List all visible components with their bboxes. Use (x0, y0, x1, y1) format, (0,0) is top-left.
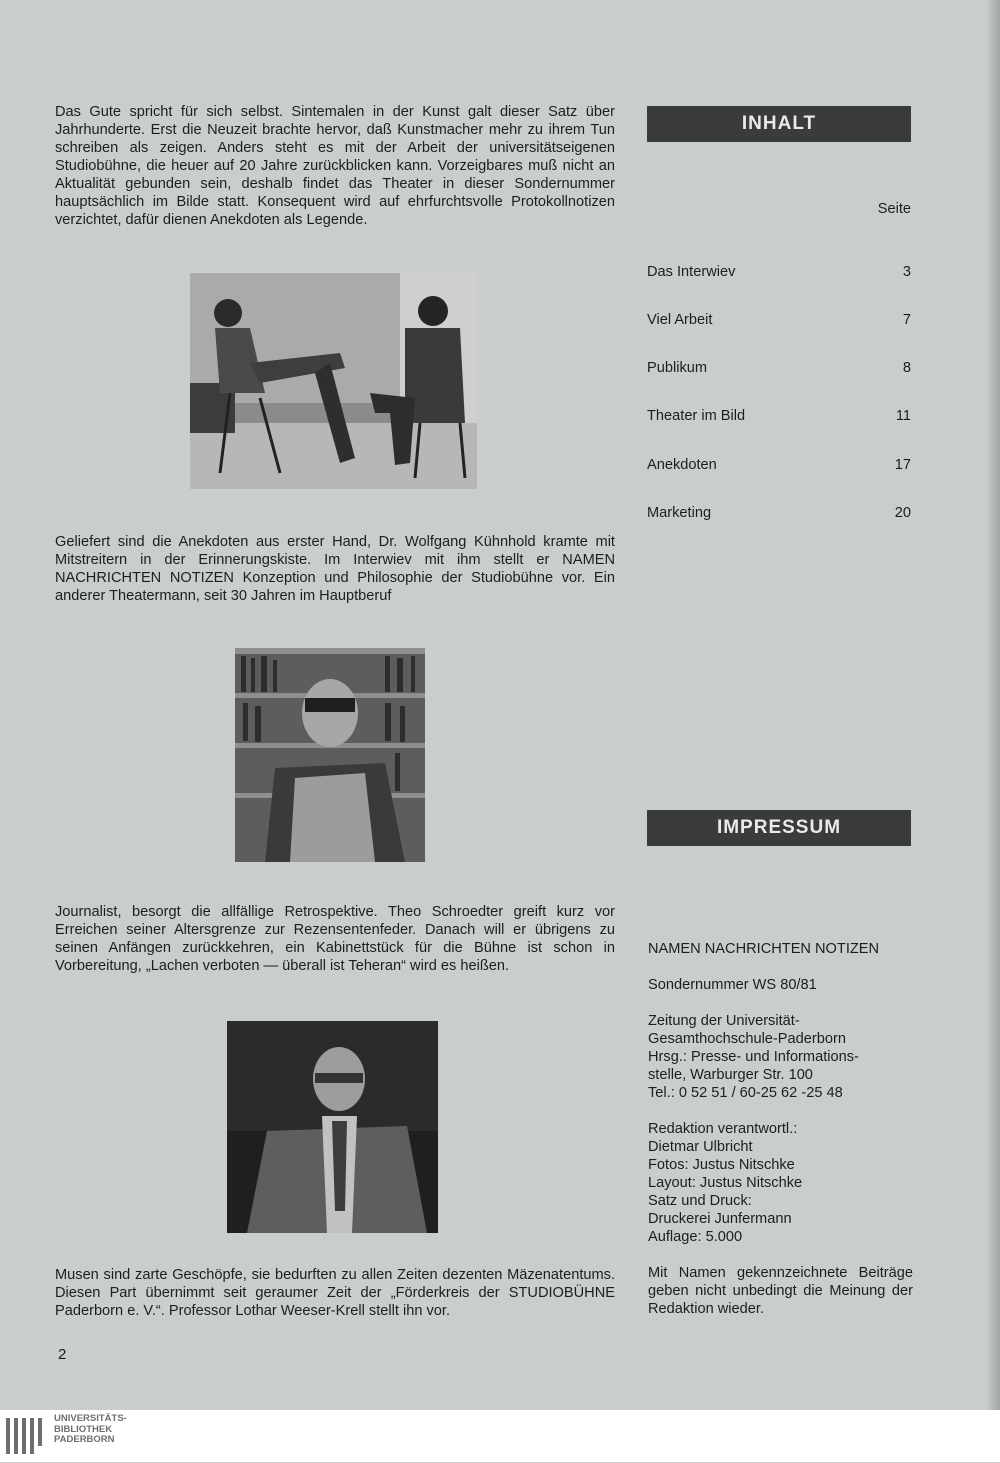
credits-line: Fotos: Justus Nitschke (648, 1157, 795, 1173)
publisher-line: stelle, Warburger Str. 100 (648, 1067, 813, 1083)
portrait-photo-glasses (235, 648, 425, 862)
toc-item-label: Publikum (647, 360, 708, 376)
toc-item-page: 3 (902, 264, 911, 280)
credits-block (648, 1120, 913, 1246)
intro-paragraph: Das Gute spricht für sich selbst. Sintemalen in der Kunst galt dieser Satz über Jahrhunderte. Erst die Neuzeit brachte hervor, daß Kunstmacher mehr zu ihrem Tun schreiben als zeigen. Anders steht es mit der Arbeit der universitätseigenen Studiobühne, die heuer auf 20 Jahre zurückblicken kann. Vorzeigbares muß nicht an Aktualität gebunden sein, deshalb findet das Theater in dieser Sondernummer hauptsächlich im Bilde statt. Konsequent wird auf ehrfurchtsvolle Protokollnotizen verzichtet, dafür dienen Anekdoten als Legende. (55, 104, 615, 228)
credits-line: Layout: Justus Nitschke (648, 1175, 803, 1191)
publisher-line: Zeitung der Universität- (648, 1013, 800, 1029)
inhalt-heading: INHALT (647, 106, 911, 142)
publication-name: NAMEN NACHRICHTEN NOTIZEN (648, 941, 880, 957)
interview-photo (190, 273, 477, 489)
digitization-footer (0, 1410, 1000, 1462)
library-name-line: PADERBORN (54, 1434, 115, 1445)
issue-label: Sondernummer WS 80/81 (648, 977, 817, 993)
page-number: 2 (58, 1346, 67, 1363)
page-edge-shadow (986, 0, 1000, 1410)
credits-line: Dietmar Ulbricht (648, 1139, 753, 1155)
impressum-heading: IMPRESSUM (647, 810, 911, 846)
sponsors-paragraph: Musen sind zarte Geschöpfe, sie bedurften zu allen Zeiten dezenten Mäzenatentums. Diesen Part übernimmt seit geraumer Zeit der „Förderkreis der STUDIOBÜHNE Paderborn e. V.“. Professor Lothar Weeser-Krell stellt ihn vor. (55, 1267, 615, 1319)
publisher-block (648, 1012, 913, 1102)
toc-item-page: 17 (894, 457, 911, 473)
publisher-line: Hrsg.: Presse- und Informations- (648, 1049, 859, 1065)
toc-page-column-label: Seite (877, 201, 911, 217)
publisher-phone: Tel.: 0 52 51 / 60-25 62 -25 48 (648, 1085, 843, 1101)
anecdotes-paragraph: Geliefert sind die Anekdoten aus erster Hand, Dr. Wolfgang Kühnhold kramte mit Mitstreitern in der Erinnerungskiste. Im Interwiev mit ihm stellt er NAMEN NACHRICHTEN NOTIZEN Konzeption und Philosophie der Studiobühne vor. Ein anderer Theatermann, seit 30 Jahren im Hauptberuf (55, 534, 615, 604)
toc-item (647, 457, 911, 473)
toc-item-label: Theater im Bild (647, 408, 746, 424)
toc-item-label: Marketing (647, 505, 712, 521)
library-name-line: BIBLIOTHEK (54, 1423, 113, 1435)
library-name-line: UNIVERSITÄTS- (54, 1413, 127, 1424)
retrospective-paragraph: Journalist, besorgt die allfällige Retrospektive. Theo Schroedter greift kurz vor Erreichen seiner Altersgrenze zur Rezensentenfeder. Danach will er übrigens zu seinen Anfängen zurückkehren, ein Kabinettstück für die Bühne ist schon in Vorbereitung, „Lachen verboten — überall ist Teheran“ wird es heißen. (55, 904, 615, 974)
toc-item (647, 264, 911, 280)
toc-item-label: Anekdoten (647, 457, 717, 473)
toc-item-page: 7 (902, 312, 911, 328)
toc-item (647, 360, 911, 376)
credits-line: Druckerei Junfermann (648, 1211, 792, 1227)
credits-line: Auflage: 5.000 (648, 1229, 743, 1245)
disclaimer: Mit Namen gekennzeichnete Beiträge geben nicht unbedingt die Meinung der Redaktion wieder. (648, 1265, 913, 1317)
toc-item (647, 505, 911, 521)
toc-item (647, 312, 911, 328)
toc-item-label: Das Interwiev (647, 264, 736, 280)
portrait-photo-suit (227, 1021, 438, 1233)
credits-line: Redaktion verantwortl.: (648, 1121, 798, 1137)
publisher-line: Gesamthochschule-Paderborn (648, 1031, 846, 1047)
toc-item (647, 408, 911, 424)
toc-item-page: 8 (902, 360, 911, 376)
toc-item-page: 11 (895, 408, 911, 424)
library-name (54, 1414, 127, 1446)
toc-item-page: 20 (894, 505, 911, 521)
credits-line: Satz und Druck: (648, 1193, 752, 1209)
library-logo-icon (4, 1414, 48, 1458)
toc-item-label: Viel Arbeit (647, 312, 713, 328)
